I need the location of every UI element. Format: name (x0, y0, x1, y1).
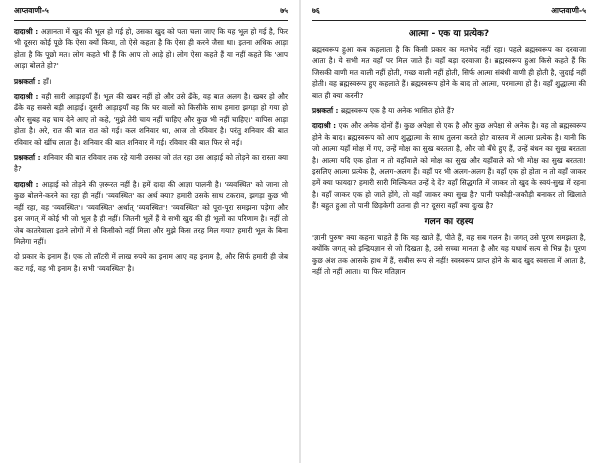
section-heading-atma: आत्मा - एक या प्रत्येक? (408, 29, 490, 39)
paragraph: प्रश्नकर्ता : हाँ। (14, 76, 52, 86)
speaker-label: दादाश्री : (14, 179, 42, 189)
speaker-label: दादाश्री : (14, 92, 42, 102)
paragraph: प्रश्नकर्ता : शनिवार की बात रविवार तक रहे यानी उसका जो तंत रहा उस आड़ाई को तोड़ने का रास्ता क्या है? (14, 153, 289, 174)
paragraph: प्रश्नकर्ता : ब्रह्मस्वरूप एक है या अनेक भासित होते हैं? (312, 106, 455, 116)
right-page (300, 0, 600, 463)
paragraph: दो प्रकार के इनाम हैं। एक तो लॉटरी में लाख रुपये का इनाम आए वह इनाम है, और सिर्फ हमारी ही जेब कट गई, वह भी इनाम है। सभी 'व्यवस्थित' है। (14, 252, 288, 273)
left-body (14, 26, 288, 274)
right-running-header (312, 6, 586, 21)
left-running-header (14, 6, 288, 21)
right-body-section1 (312, 44, 586, 212)
paragraph: ब्रह्मस्वरूप हुआ कब कहलाता है कि किसी प्रकार का मतभेद नहीं रहा। पहले ब्रह्मस्वरूप का दरवाजा आता है। ये सभी मत वहाँ पर मिल जाते हैं। वहाँ बड़ा दरवाजा है। ब्रह्मस्वरूप हुआ किसे कहते हैं कि जिसकी वाणी मत वाली नहीं होती, गच्छ वाली नहीं होती, सिर्फ आत्मा संबंधी वाणी ही होती है, जुदाई नहीं होती। वह ब्रह्मस्वरूप हुए कहलाते हैं। ब्रह्मस्वरूप होने के बाद तो आत्मा, परमात्मा हो है। वहाँ शुद्धात्मा की बात ही क्या करनी? (312, 45, 586, 100)
paragraph: दादाश्री : आड़ाई को तोड़ने की ज़रूरत नहीं है। हमें दादा की आज्ञा पालनी है। 'व्यवस्थित' को जाना तो कुछ बोलने-करने का रहा ही नहीं। 'व्यवस्थित' का अर्थ क्या? हमारी उसके साथ टकराव, झगड़ा कुछ भी नहीं रहा, वह 'व्यवस्थित'। 'व्यवस्थित' अर्थात् 'व्यवस्थित'! 'व्यवस्थित' को पूरा-पूरा समझना पड़ेगा और इस जगत् में कोई भी जो भूल है ही नहीं। जितनी भूलें हैं वे सभी खुद की ही भूलों का परिणाम है। नहीं तो जेब कातरेवाला इतने लोगों में से किसीको नहीं मिला और मुझे किस तरह मिल गया? हमारी भूल के बिना मिलेगा नहीं। (14, 179, 289, 246)
speaker-label: प्रश्नकर्ता : (312, 106, 341, 116)
speaker-label: दादाश्री : (14, 27, 41, 36)
speaker-label: प्रश्नकर्ता : (14, 153, 44, 163)
paragraph: 'ज्ञानी पुरुष' क्या कहना चाहते हैं कि यह खाते हैं, पीते हैं, वह सब गलन है। जगत् उसे पूरण समझता है, क्योंकि जगत् को इन्द्रियज्ञान से जो दिखता है, उसे सच्चा मानता है और यह यथार्थ सत्य से भिन्न है। पूरण कुछ अंश तक आसके हाथ में हैं, सबीस रूप से नहीं! स्वस्वरूप प्राप्त होने के बाद खुद स्वसत्ता में आता है, नहीं तो नहीं आता। या फिर मतिज्ञान (312, 232, 586, 276)
right-body-section2 (312, 232, 586, 278)
right-page-number: ७६ (312, 6, 320, 15)
section-heading-galan: गलन का रहस्य (424, 216, 474, 227)
speaker-label: दादाश्री : (312, 121, 339, 131)
speaker-label: प्रश्नकर्ता : (14, 76, 43, 86)
paragraph: दादाश्री : अज्ञानता में खुद की भूल हो गई हो, उसका खुद को पता चला जाए कि यह भूल हो गई है, फिर भी दूसरा कोई पूछे कि ऐसा क्यों किया, तो ऐसे कहता है कि ऐसा ही करने जैसा था। इतना अधिक आड़ा होता है कि पूछो मत। लोग कहते भी हैं कि आप तो आड़े हो। लोग ऐसा कहते हैं या नहीं कहते कि 'आप आड़ा बोलते हो?' (14, 27, 288, 71)
left-page-number: ७५ (280, 6, 288, 15)
right-running-title: आप्तवाणी-५ (551, 6, 586, 15)
paragraph: दादाश्री : एक और अनेक दोनों हैं। कुछ अपेक्षा से एक है और कुछ अपेक्षा से अनेक है। वह तो ब्रह्मस्वरूप होने के बाद। ब्रह्मस्वरूप को आप शुद्धात्मा के साथ तुलना करते हो? वास्तव में आत्मा प्रत्येक है। यानी कि जो आत्मा यहाँ मोक्ष में गए, उन्हें मोक्ष का सुख बरतता है, और जो बँधे हुए हैं, उन्हें बंधन का सुख बरतता है। आत्मा यदि एक होता न तो वहाँवाले को मोक्ष का सुख और यहाँवाले को भी मोक्ष का सुख बरतता! इसलिए आत्मा प्रत्येक है, अलग-अलग हैं। वहाँ पर भी अलग-अलग हैं। वहाँ एक हो होता न तो वहाँ जाकर हमें क्या फायदा? हमारी सारी मिल्कियत उन्हें दे दें? वहाँ सिद्धगति में जाकर तो खुद के स्वयं-सुख में रहना है। वहाँ जाकर एक हो जाते होंगे, तो वहाँ जाकर क्या सुख है? पानी पकौड़ी-जकौड़ी बनाकर तो खिलाते हैं! बहुत हुआ तो पानी छिड़केगी उतना ही न? दूसरा वहाँ क्या दुःख है? (312, 121, 586, 211)
paragraph: दादाश्री : वही सारी आड़ाइयाँ हैं। भूल की खबर नहीं हो और उसे ढँके, वह बात अलग है। खबर हो और ढँके वह सबसे बड़ी आड़ाई। दूसरी आड़ाइयाँ वह कि घर वालों को किसीके साथ हमारा झगड़ा हो गया हो और सुबह वह चाय देने आए तो कहे, 'मुझे तेरी चाय नहीं चाहिए और कुछ भी नहीं चाहिए।' वापिस आड़ा होता है। अरे, रात की बात रात को गई। कल शनिवार था, आज तो रविवार है। परंतु शनिवार की बात रविवार को खींच लाता है। शनिवार की बात शनिवार में गई। रविवार की बात फिर से नई। (14, 92, 289, 147)
left-running-title: आप्तवाणी-५ (14, 6, 49, 15)
